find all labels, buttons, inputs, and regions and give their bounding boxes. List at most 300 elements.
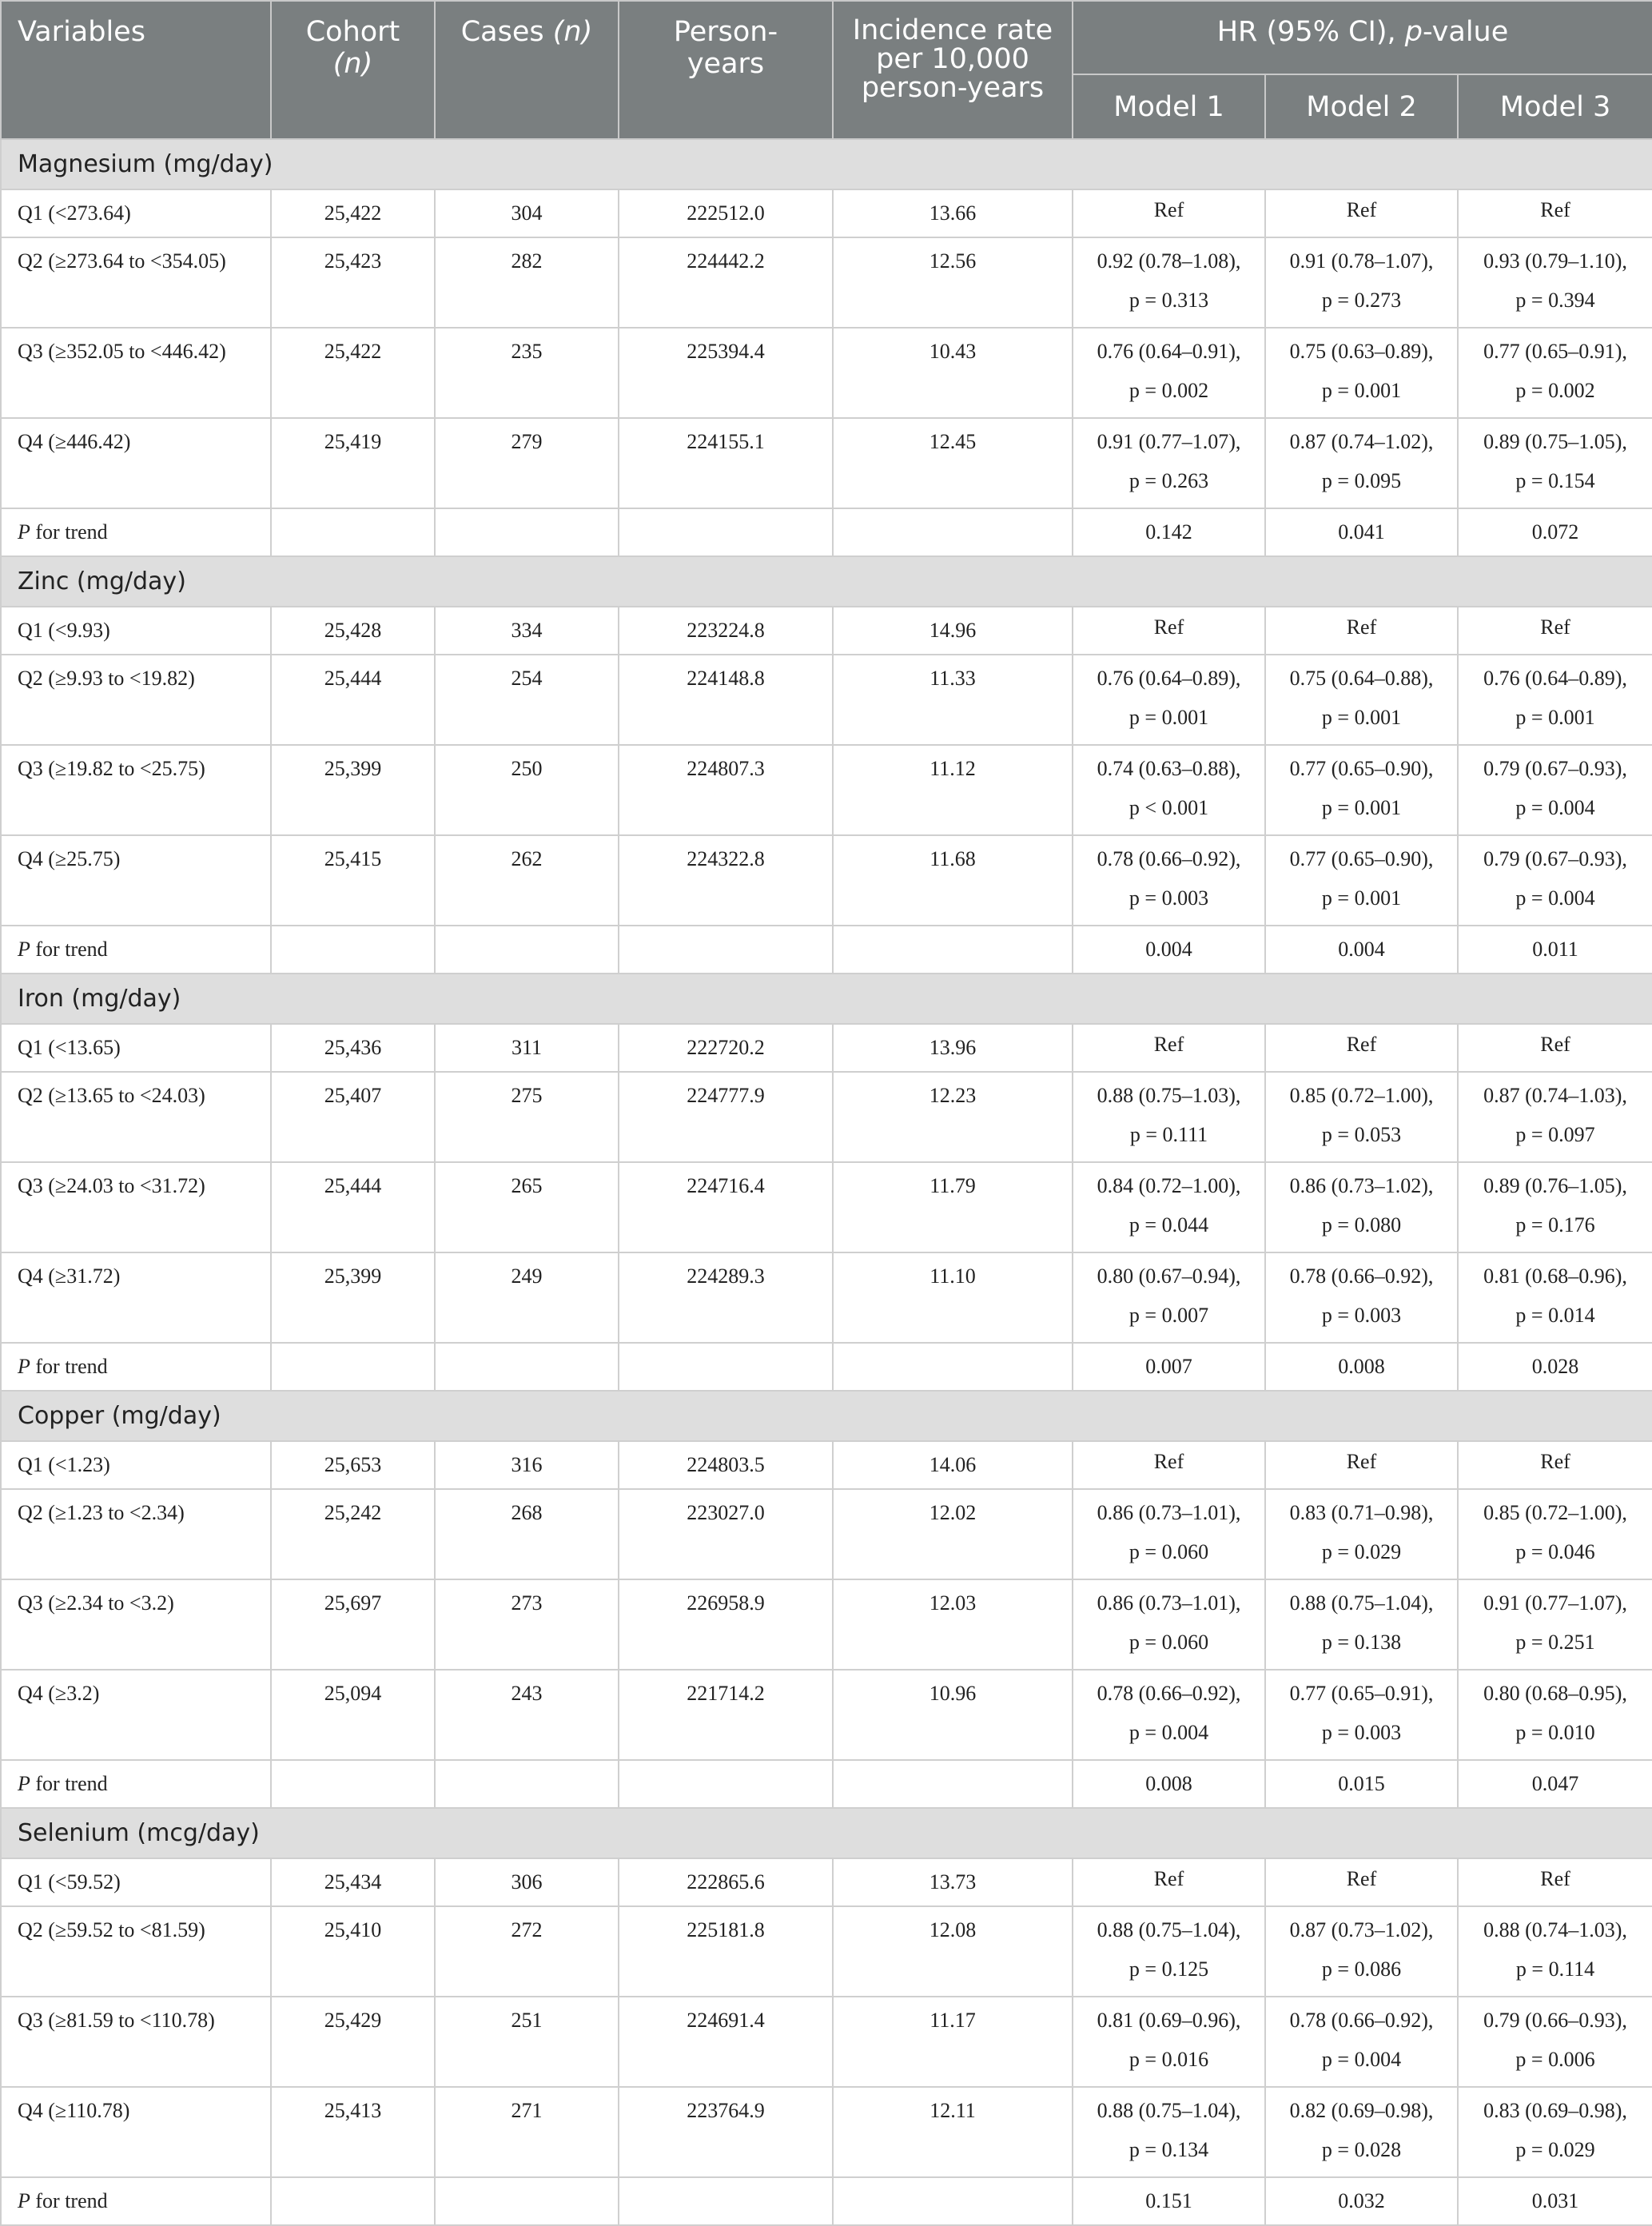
- section-header-row: [1, 139, 1652, 189]
- hr-ci-text: Ref: [1346, 615, 1377, 639]
- table-row: [1, 1252, 1652, 1343]
- person-years-cell: 224289.3: [619, 1252, 833, 1343]
- header-cases: Cases (n): [435, 1, 619, 139]
- table-row: [1, 1072, 1652, 1162]
- model-2-hr-cell: [1265, 1489, 1458, 1579]
- model-1-hr-cell: [1073, 1906, 1265, 1997]
- model-1-hr-cell: [1073, 1489, 1265, 1579]
- hr-ci-text: 0.83 (0.71–0.98),: [1289, 1501, 1434, 1524]
- empty-cell: [271, 508, 435, 556]
- model-1-hr-cell: [1073, 655, 1265, 745]
- hr-ci-text: 0.93 (0.79–1.10),: [1483, 249, 1627, 273]
- header-person-years: Person- years: [619, 1, 833, 139]
- incidence-rate-cell: 11.33: [833, 655, 1073, 745]
- hr-ci-text: 0.85 (0.72–1.00),: [1483, 1501, 1627, 1524]
- cases-cell: 249: [435, 1252, 619, 1343]
- p-value-text: p = 0.251: [1515, 1631, 1595, 1654]
- table-row: [1, 237, 1652, 328]
- table-row: [1, 1858, 1652, 1906]
- model-3-hr-cell: [1458, 189, 1652, 237]
- empty-cell: [619, 926, 833, 974]
- p-value-text: p = 0.097: [1515, 1123, 1595, 1146]
- p-value-text: p = 0.028: [1321, 2138, 1402, 2161]
- model-1-hr-cell: [1073, 745, 1265, 835]
- person-years-cell: 224807.3: [619, 745, 833, 835]
- cohort-cell: 25,422: [271, 189, 435, 237]
- quartile-label: Q1 (<13.65): [1, 1024, 271, 1072]
- p-value-text: p = 0.004: [1515, 796, 1595, 819]
- empty-cell: [271, 2177, 435, 2225]
- p-value-text: p = 0.134: [1129, 2138, 1209, 2161]
- p-trend-italic-p: P: [18, 938, 30, 961]
- empty-cell: [619, 1760, 833, 1808]
- table-row: [1, 1579, 1652, 1670]
- hr-ci-text: 0.91 (0.77–1.07),: [1483, 1591, 1627, 1615]
- cases-cell: 250: [435, 745, 619, 835]
- quartile-label: Q4 (≥31.72): [1, 1252, 271, 1343]
- hr-ci-text: 0.91 (0.77–1.07),: [1097, 430, 1241, 453]
- model-2-hr-cell: [1265, 1906, 1458, 1997]
- p-value-text: p = 0.016: [1129, 2048, 1209, 2071]
- person-years-cell: 225181.8: [619, 1906, 833, 1997]
- incidence-rate-cell: 12.11: [833, 2087, 1073, 2177]
- hr-ci-text: 0.81 (0.69–0.96),: [1097, 2009, 1241, 2032]
- model-2-trend-cell: 0.004: [1265, 926, 1458, 974]
- hr-ci-text: 0.77 (0.65–0.91),: [1483, 340, 1627, 363]
- hr-ci-text: 0.83 (0.69–0.98),: [1483, 2099, 1627, 2122]
- cohort-cell: 25,434: [271, 1858, 435, 1906]
- p-value-text: p = 0.001: [1321, 706, 1402, 729]
- p-value-text: p = 0.095: [1321, 469, 1402, 492]
- p-trend-italic-p: P: [18, 1355, 30, 1378]
- incidence-rate-cell: 11.17: [833, 1997, 1073, 2087]
- p-trend-label: [1, 508, 271, 556]
- empty-cell: [833, 508, 1073, 556]
- hr-ci-text: 0.77 (0.65–0.90),: [1289, 847, 1434, 870]
- incidence-rate-cell: 13.73: [833, 1858, 1073, 1906]
- p-value-text: p = 0.060: [1129, 1631, 1209, 1654]
- model-3-hr-cell: [1458, 2087, 1652, 2177]
- table-body: [1, 139, 1652, 2225]
- p-value-text: p < 0.001: [1129, 796, 1209, 819]
- hr-ci-text: Ref: [1153, 1450, 1184, 1473]
- empty-cell: [833, 926, 1073, 974]
- p-value-text: p = 0.176: [1515, 1213, 1595, 1236]
- table-row: [1, 1441, 1652, 1489]
- model-2-hr-cell: [1265, 1162, 1458, 1252]
- quartile-label: Q3 (≥2.34 to <3.2): [1, 1579, 271, 1670]
- p-trend-italic-p: P: [18, 1772, 30, 1795]
- p-value-text: p = 0.001: [1321, 796, 1402, 819]
- hr-ci-text: 0.89 (0.76–1.05),: [1483, 1174, 1627, 1197]
- hr-ci-text: 0.74 (0.63–0.88),: [1097, 757, 1241, 780]
- section-title: Copper (mg/day): [1, 1391, 1652, 1441]
- model-2-hr-cell: [1265, 1858, 1458, 1906]
- person-years-cell: 223764.9: [619, 2087, 833, 2177]
- model-2-hr-cell: [1265, 607, 1458, 655]
- empty-cell: [271, 1343, 435, 1391]
- p-trend-label: [1, 1760, 271, 1808]
- hr-ci-text: Ref: [1540, 1867, 1570, 1890]
- table-row: [1, 1906, 1652, 1997]
- hr-ci-text: 0.79 (0.67–0.93),: [1483, 847, 1627, 870]
- model-2-hr-cell: [1265, 655, 1458, 745]
- incidence-rate-cell: 14.06: [833, 1441, 1073, 1489]
- hr-ci-text: 0.76 (0.64–0.91),: [1097, 340, 1241, 363]
- section-header-row: [1, 1391, 1652, 1441]
- p-value-text: p = 0.154: [1515, 469, 1595, 492]
- hr-ci-text: 0.88 (0.75–1.04),: [1289, 1591, 1434, 1615]
- model-1-hr-cell: [1073, 1072, 1265, 1162]
- p-value-text: p = 0.111: [1129, 1123, 1208, 1146]
- cases-cell: 265: [435, 1162, 619, 1252]
- hr-ci-text: 0.88 (0.74–1.03),: [1483, 1918, 1627, 1941]
- incidence-rate-cell: 12.56: [833, 237, 1073, 328]
- person-years-cell: 224442.2: [619, 237, 833, 328]
- section-header-row: [1, 974, 1652, 1024]
- p-trend-label: [1, 2177, 271, 2225]
- model-1-hr-cell: [1073, 1670, 1265, 1760]
- hr-ci-text: 0.92 (0.78–1.08),: [1097, 249, 1241, 273]
- incidence-rate-cell: 12.23: [833, 1072, 1073, 1162]
- model-1-hr-cell: [1073, 418, 1265, 508]
- cohort-cell: 25,242: [271, 1489, 435, 1579]
- empty-cell: [833, 2177, 1073, 2225]
- p-trend-text: for trend: [30, 1772, 108, 1795]
- quartile-label: Q1 (<1.23): [1, 1441, 271, 1489]
- quartile-label: Q1 (<9.93): [1, 607, 271, 655]
- hr-ci-text: 0.89 (0.75–1.05),: [1483, 430, 1627, 453]
- model-2-hr-cell: [1265, 1024, 1458, 1072]
- person-years-cell: 223027.0: [619, 1489, 833, 1579]
- empty-cell: [435, 1760, 619, 1808]
- model-1-hr-cell: [1073, 1997, 1265, 2087]
- model-2-hr-cell: [1265, 1252, 1458, 1343]
- p-value-text: p = 0.313: [1129, 289, 1209, 312]
- cases-cell: 235: [435, 328, 619, 418]
- model-2-hr-cell: [1265, 1670, 1458, 1760]
- hr-ci-text: 0.78 (0.66–0.92),: [1289, 2009, 1434, 2032]
- person-years-cell: 221714.2: [619, 1670, 833, 1760]
- model-3-hr-cell: [1458, 1670, 1652, 1760]
- p-value-text: p = 0.086: [1321, 1957, 1402, 1981]
- p-value-text: p = 0.080: [1321, 1213, 1402, 1236]
- hr-ci-text: 0.88 (0.75–1.04),: [1097, 1918, 1241, 1941]
- p-value-text: p = 0.014: [1515, 1304, 1595, 1327]
- hr-ci-text: 0.78 (0.66–0.92),: [1289, 1264, 1434, 1288]
- p-value-text: p = 0.046: [1515, 1540, 1595, 1563]
- p-value-text: p = 0.263: [1129, 469, 1209, 492]
- person-years-cell: 224716.4: [619, 1162, 833, 1252]
- cases-cell: 306: [435, 1858, 619, 1906]
- model-2-hr-cell: [1265, 1441, 1458, 1489]
- model-3-trend-cell: 0.031: [1458, 2177, 1652, 2225]
- cases-cell: 275: [435, 1072, 619, 1162]
- model-2-trend-cell: 0.015: [1265, 1760, 1458, 1808]
- incidence-rate-cell: 11.12: [833, 745, 1073, 835]
- person-years-cell: 224777.9: [619, 1072, 833, 1162]
- table-row: [1, 189, 1652, 237]
- cases-cell: 279: [435, 418, 619, 508]
- person-years-cell: 222512.0: [619, 189, 833, 237]
- hr-ci-text: 0.87 (0.74–1.03),: [1483, 1084, 1627, 1107]
- quartile-label: Q3 (≥352.05 to <446.42): [1, 328, 271, 418]
- cohort-cell: 25,410: [271, 1906, 435, 1997]
- section-header-row: [1, 556, 1652, 607]
- incidence-rate-cell: 11.10: [833, 1252, 1073, 1343]
- quartile-label: Q3 (≥81.59 to <110.78): [1, 1997, 271, 2087]
- cases-cell: 272: [435, 1906, 619, 1997]
- empty-cell: [435, 508, 619, 556]
- p-trend-text: for trend: [30, 520, 108, 544]
- model-2-hr-cell: [1265, 418, 1458, 508]
- p-value-text: p = 0.002: [1129, 379, 1209, 402]
- cases-cell: 254: [435, 655, 619, 745]
- cohort-cell: 25,415: [271, 835, 435, 926]
- model-3-hr-cell: [1458, 655, 1652, 745]
- person-years-cell: 224322.8: [619, 835, 833, 926]
- person-years-cell: 225394.4: [619, 328, 833, 418]
- table-row: [1, 1670, 1652, 1760]
- model-2-trend-cell: 0.032: [1265, 2177, 1458, 2225]
- incidence-rate-cell: 14.96: [833, 607, 1073, 655]
- cohort-cell: 25,094: [271, 1670, 435, 1760]
- incidence-rate-cell: 12.02: [833, 1489, 1073, 1579]
- empty-cell: [833, 1760, 1073, 1808]
- quartile-label: Q2 (≥273.64 to <354.05): [1, 237, 271, 328]
- p-value-text: p = 0.003: [1321, 1304, 1402, 1327]
- model-3-hr-cell: [1458, 418, 1652, 508]
- table-row: [1, 1024, 1652, 1072]
- person-years-cell: 224148.8: [619, 655, 833, 745]
- cohort-cell: 25,444: [271, 1162, 435, 1252]
- model-1-hr-cell: [1073, 835, 1265, 926]
- model-3-trend-cell: 0.011: [1458, 926, 1652, 974]
- hr-ci-text: 0.79 (0.67–0.93),: [1483, 757, 1627, 780]
- p-value-text: p = 0.004: [1515, 886, 1595, 910]
- p-value-text: p = 0.004: [1129, 1721, 1209, 1744]
- table-row: [1, 1997, 1652, 2087]
- person-years-cell: 226958.9: [619, 1579, 833, 1670]
- cohort-cell: 25,419: [271, 418, 435, 508]
- p-trend-italic-p: P: [18, 2189, 30, 2212]
- hr-ci-text: 0.80 (0.67–0.94),: [1097, 1264, 1241, 1288]
- table-row: [1, 655, 1652, 745]
- person-years-cell: 222865.6: [619, 1858, 833, 1906]
- empty-cell: [435, 926, 619, 974]
- table-row: [1, 1162, 1652, 1252]
- header-variables: Variables: [1, 1, 271, 139]
- p-value-text: p = 0.114: [1515, 1957, 1595, 1981]
- cohort-cell: 25,422: [271, 328, 435, 418]
- cohort-cell: 25,407: [271, 1072, 435, 1162]
- hr-ci-text: 0.76 (0.64–0.89),: [1097, 667, 1241, 690]
- model-2-hr-cell: [1265, 237, 1458, 328]
- hr-ci-text: Ref: [1540, 198, 1570, 221]
- table-row: [1, 2087, 1652, 2177]
- model-1-trend-cell: 0.142: [1073, 508, 1265, 556]
- hr-ci-text: Ref: [1346, 1867, 1377, 1890]
- table-row: [1, 607, 1652, 655]
- model-1-hr-cell: [1073, 1024, 1265, 1072]
- header-incidence-rate: Incidence rate per 10,000 person-years: [833, 1, 1073, 139]
- hr-ci-text: Ref: [1153, 615, 1184, 639]
- model-1-hr-cell: [1073, 328, 1265, 418]
- model-2-hr-cell: [1265, 1579, 1458, 1670]
- cohort-cell: 25,399: [271, 745, 435, 835]
- quartile-label: Q2 (≥13.65 to <24.03): [1, 1072, 271, 1162]
- p-trend-row: [1, 926, 1652, 974]
- cases-cell: 316: [435, 1441, 619, 1489]
- cohort-cell: 25,429: [271, 1997, 435, 2087]
- cohort-cell: 25,423: [271, 237, 435, 328]
- model-1-hr-cell: [1073, 2087, 1265, 2177]
- cases-cell: 304: [435, 189, 619, 237]
- cohort-cell: 25,697: [271, 1579, 435, 1670]
- empty-cell: [271, 926, 435, 974]
- model-3-hr-cell: [1458, 1858, 1652, 1906]
- model-1-hr-cell: [1073, 1441, 1265, 1489]
- p-trend-italic-p: P: [18, 520, 30, 544]
- p-trend-label: [1, 926, 271, 974]
- hr-ci-text: Ref: [1153, 198, 1184, 221]
- model-1-hr-cell: [1073, 1579, 1265, 1670]
- model-1-trend-cell: 0.008: [1073, 1760, 1265, 1808]
- p-trend-row: [1, 1343, 1652, 1391]
- quartile-label: Q2 (≥1.23 to <2.34): [1, 1489, 271, 1579]
- model-1-hr-cell: [1073, 1858, 1265, 1906]
- hr-ci-text: 0.82 (0.69–0.98),: [1289, 2099, 1434, 2122]
- person-years-cell: 224155.1: [619, 418, 833, 508]
- model-3-hr-cell: [1458, 745, 1652, 835]
- p-value-text: p = 0.007: [1129, 1304, 1209, 1327]
- hr-ci-text: Ref: [1346, 1033, 1377, 1056]
- p-trend-row: [1, 508, 1652, 556]
- model-3-hr-cell: [1458, 237, 1652, 328]
- hr-ci-text: 0.87 (0.73–1.02),: [1289, 1918, 1434, 1941]
- quartile-label: Q2 (≥9.93 to <19.82): [1, 655, 271, 745]
- hr-ci-text: 0.84 (0.72–1.00),: [1097, 1174, 1241, 1197]
- cohort-cell: 25,653: [271, 1441, 435, 1489]
- p-trend-text: for trend: [30, 1355, 108, 1378]
- p-value-text: p = 0.394: [1515, 289, 1595, 312]
- p-value-text: p = 0.125: [1129, 1957, 1209, 1981]
- model-3-hr-cell: [1458, 1024, 1652, 1072]
- cases-cell: 262: [435, 835, 619, 926]
- model-3-trend-cell: 0.072: [1458, 508, 1652, 556]
- p-value-text: p = 0.001: [1515, 706, 1595, 729]
- hr-ci-text: 0.91 (0.78–1.07),: [1289, 249, 1434, 273]
- hr-ci-text: 0.88 (0.75–1.03),: [1097, 1084, 1241, 1107]
- cases-cell: 268: [435, 1489, 619, 1579]
- incidence-rate-cell: 11.68: [833, 835, 1073, 926]
- quartile-label: Q1 (<59.52): [1, 1858, 271, 1906]
- cases-cell: 243: [435, 1670, 619, 1760]
- hr-ci-text: 0.88 (0.75–1.04),: [1097, 2099, 1241, 2122]
- cohort-cell: 25,428: [271, 607, 435, 655]
- person-years-cell: 223224.8: [619, 607, 833, 655]
- table-row: [1, 418, 1652, 508]
- model-1-hr-cell: [1073, 1162, 1265, 1252]
- quartile-label: Q2 (≥59.52 to <81.59): [1, 1906, 271, 1997]
- p-trend-row: [1, 1760, 1652, 1808]
- hr-ci-text: Ref: [1346, 1450, 1377, 1473]
- quartile-label: Q4 (≥25.75): [1, 835, 271, 926]
- model-1-trend-cell: 0.004: [1073, 926, 1265, 974]
- person-years-cell: 222720.2: [619, 1024, 833, 1072]
- empty-cell: [271, 1760, 435, 1808]
- model-1-hr-cell: [1073, 189, 1265, 237]
- model-3-trend-cell: 0.047: [1458, 1760, 1652, 1808]
- quartile-label: Q3 (≥19.82 to <25.75): [1, 745, 271, 835]
- person-years-cell: 224691.4: [619, 1997, 833, 2087]
- section-title: Zinc (mg/day): [1, 556, 1652, 607]
- cohort-cell: 25,399: [271, 1252, 435, 1343]
- p-trend-text: for trend: [30, 938, 108, 961]
- model-2-hr-cell: [1265, 1072, 1458, 1162]
- model-3-hr-cell: [1458, 1906, 1652, 1997]
- header-model-3: Model 3: [1458, 74, 1652, 139]
- hr-ci-text: 0.79 (0.66–0.93),: [1483, 2009, 1627, 2032]
- hr-ci-text: 0.78 (0.66–0.92),: [1097, 847, 1241, 870]
- model-1-trend-cell: 0.151: [1073, 2177, 1265, 2225]
- p-value-text: p = 0.003: [1321, 1721, 1402, 1744]
- quartile-label: Q3 (≥24.03 to <31.72): [1, 1162, 271, 1252]
- empty-cell: [619, 508, 833, 556]
- incidence-rate-cell: 10.96: [833, 1670, 1073, 1760]
- p-value-text: p = 0.001: [1321, 379, 1402, 402]
- p-value-text: p = 0.060: [1129, 1540, 1209, 1563]
- hr-ci-text: 0.75 (0.64–0.88),: [1289, 667, 1434, 690]
- p-value-text: p = 0.273: [1321, 289, 1402, 312]
- person-years-cell: 224803.5: [619, 1441, 833, 1489]
- p-value-text: p = 0.044: [1129, 1213, 1209, 1236]
- p-value-text: p = 0.138: [1321, 1631, 1402, 1654]
- model-3-hr-cell: [1458, 1489, 1652, 1579]
- p-value-text: p = 0.029: [1321, 1540, 1402, 1563]
- incidence-rate-cell: 11.79: [833, 1162, 1073, 1252]
- quartile-label: Q4 (≥3.2): [1, 1670, 271, 1760]
- model-3-hr-cell: [1458, 1579, 1652, 1670]
- header-cohort: Cohort (n): [271, 1, 435, 139]
- model-2-hr-cell: [1265, 2087, 1458, 2177]
- section-title: Magnesium (mg/day): [1, 139, 1652, 189]
- section-title: Selenium (mcg/day): [1, 1808, 1652, 1858]
- table-row: [1, 1489, 1652, 1579]
- section-title: Iron (mg/day): [1, 974, 1652, 1024]
- hr-ci-text: 0.86 (0.73–1.01),: [1097, 1591, 1241, 1615]
- hr-ci-text: 0.85 (0.72–1.00),: [1289, 1084, 1434, 1107]
- hr-ci-text: 0.81 (0.68–0.96),: [1483, 1264, 1627, 1288]
- p-value-text: p = 0.001: [1321, 886, 1402, 910]
- incidence-rate-cell: 12.45: [833, 418, 1073, 508]
- hr-ci-text: Ref: [1346, 198, 1377, 221]
- model-1-trend-cell: 0.007: [1073, 1343, 1265, 1391]
- header-model-1: Model 1: [1073, 74, 1265, 139]
- header-model-2: Model 2: [1265, 74, 1458, 139]
- hr-ci-text: 0.78 (0.66–0.92),: [1097, 1682, 1241, 1705]
- p-value-text: p = 0.002: [1515, 379, 1595, 402]
- quartile-label: Q4 (≥446.42): [1, 418, 271, 508]
- cases-cell: 282: [435, 237, 619, 328]
- incidence-rate-cell: 10.43: [833, 328, 1073, 418]
- p-trend-text: for trend: [30, 2189, 108, 2212]
- hr-ci-text: 0.77 (0.65–0.90),: [1289, 757, 1434, 780]
- model-1-hr-cell: [1073, 237, 1265, 328]
- model-3-trend-cell: 0.028: [1458, 1343, 1652, 1391]
- hr-ci-text: Ref: [1540, 615, 1570, 639]
- p-value-text: p = 0.029: [1515, 2138, 1595, 2161]
